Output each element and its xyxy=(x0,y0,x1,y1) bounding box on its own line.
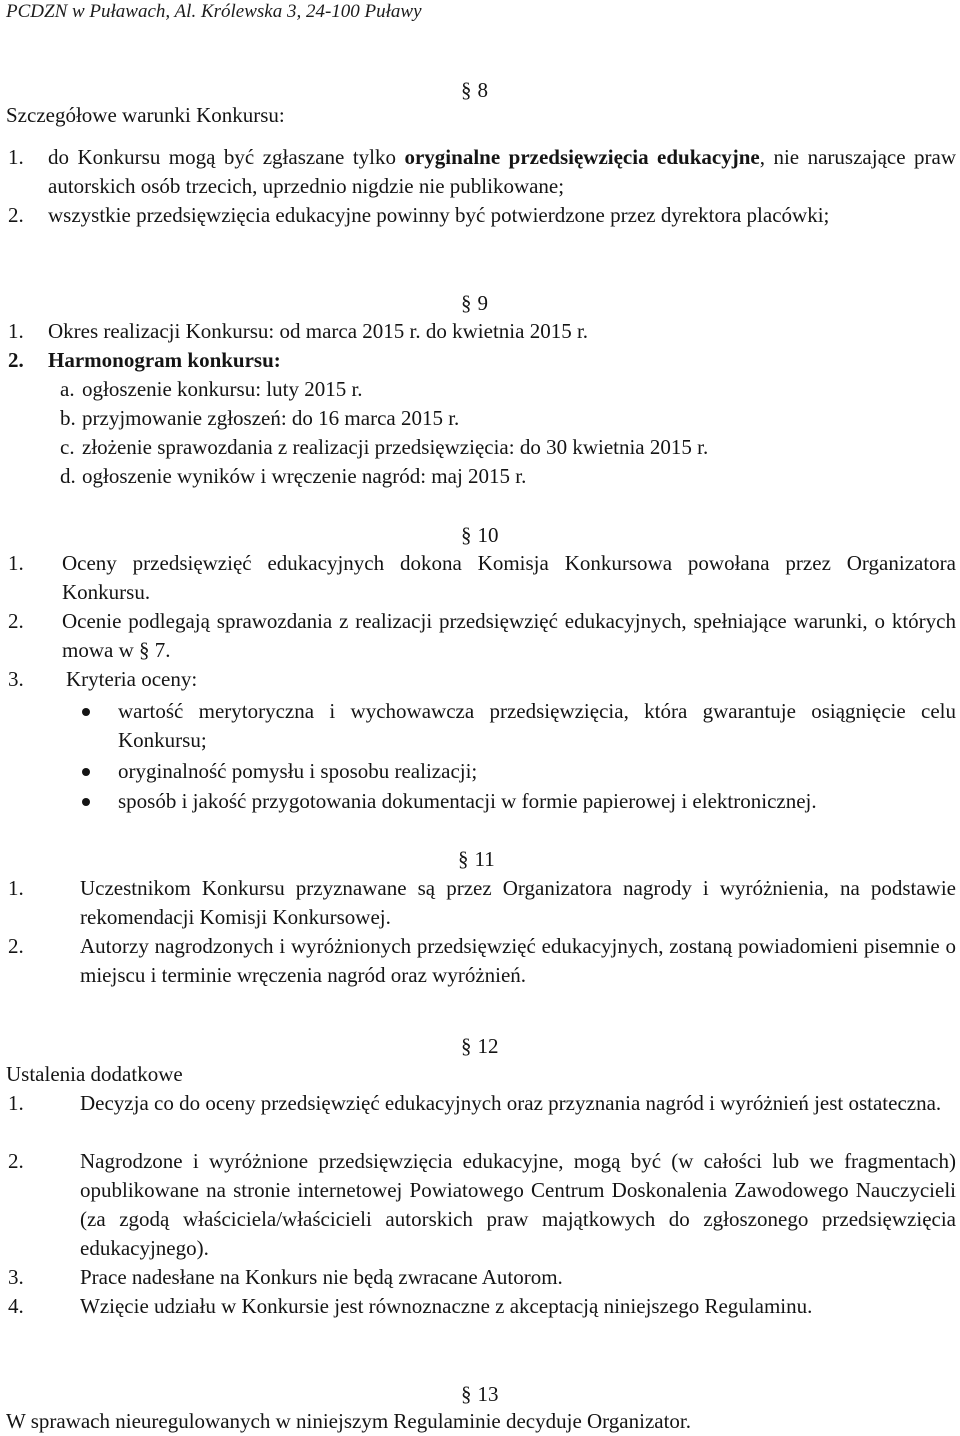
sub-item-letter: b. xyxy=(60,406,76,430)
item-text: Prace nadesłane na Konkurs nie będą zwracane Autorom. xyxy=(80,1265,563,1289)
item-text: Kryteria oceny: xyxy=(66,667,198,691)
section-13-text: W sprawach nieuregulowanych w niniejszym Regulaminie decyduje Organizator. xyxy=(6,1409,692,1433)
section-8-title xyxy=(461,76,488,105)
section-number: 9 xyxy=(477,291,488,315)
item-number: 2. xyxy=(8,609,24,633)
item-number: 2. xyxy=(8,348,24,372)
list-item xyxy=(8,201,956,259)
item-number: 2. xyxy=(8,1149,24,1173)
item-text xyxy=(48,143,956,201)
sub-item-letter: d. xyxy=(60,464,76,488)
bullet-icon xyxy=(82,708,90,716)
item-text-bold: oryginalne przedsięwzięcia edukacyjne xyxy=(404,145,760,169)
bullet-text: sposób i jakość przygotowania dokumentacji w formie papierowej i elektronicznej. xyxy=(118,789,817,813)
item-number: 1. xyxy=(8,145,24,169)
list-item xyxy=(8,317,956,346)
list-item xyxy=(8,665,956,694)
section-number: 8 xyxy=(477,78,488,102)
list-item xyxy=(8,1147,956,1263)
list-item xyxy=(8,1089,956,1147)
section-number: 10 xyxy=(477,523,499,547)
sub-item-text: ogłoszenie konkursu: luty 2015 r. xyxy=(82,377,363,401)
item-text-end: , nie naruszające praw autorskich osób trzecich, uprzednio nigdzie nie publikowane; xyxy=(48,145,956,198)
list-item xyxy=(8,143,956,201)
section-13-title xyxy=(461,1380,499,1409)
sub-item xyxy=(60,462,526,491)
section-9-title xyxy=(461,289,488,318)
bullet-item xyxy=(82,697,956,755)
item-text: Oceny przedsięwzięć edukacyjnych dokona Komisja Konkursowa powołana przez Organizatora Konkursu. xyxy=(62,551,956,604)
item-text: Nagrodzone i wyróżnione przedsięwzięcia edukacyjne, mogą być (w całości lub we fragmentach) opublikowane na stronie internetowej Powiatowego Centrum Doskonalenia Zawodowego Nauczycieli (za zgodą właściciela/właścicieli autorskich praw majątkowych do zgłoszonego przedsięwzięcia edukacyjnego). xyxy=(80,1149,956,1260)
list-item xyxy=(8,346,956,375)
section-symbol: § xyxy=(461,1034,472,1058)
bullet-icon xyxy=(82,768,90,776)
section-symbol: § xyxy=(458,847,469,871)
item-number: 3. xyxy=(8,667,24,691)
sub-item-letter: c. xyxy=(60,435,75,459)
bullet-text: wartość merytoryczna i wychowawcza przedsięwzięcia, która gwarantuje osiągnięcie celu Konkursu; xyxy=(118,699,956,752)
list-item xyxy=(8,1292,956,1350)
list-item xyxy=(8,874,956,932)
section-12-title xyxy=(461,1032,499,1061)
sub-item xyxy=(60,375,363,404)
section-10-title xyxy=(461,521,499,550)
item-number: 1. xyxy=(8,319,24,343)
sub-item-letter: a. xyxy=(60,377,75,401)
list-item xyxy=(8,607,956,665)
list-item xyxy=(8,549,956,607)
section-12-heading: Ustalenia dodatkowe xyxy=(6,1062,183,1086)
item-number: 2. xyxy=(8,203,24,227)
item-number: 3. xyxy=(8,1265,24,1289)
section-symbol: § xyxy=(461,1382,472,1406)
item-text: Harmonogram konkursu: xyxy=(48,348,281,372)
item-text: Wzięcie udziału w Konkursie jest równoznaczne z akceptacją niniejszego Regulaminu. xyxy=(80,1294,813,1318)
sub-item-text: złożenie sprawozdania z realizacji przedsięwzięcia: do 30 kwietnia 2015 r. xyxy=(82,435,709,459)
item-text: wszystkie przedsięwzięcia edukacyjne powinny być potwierdzone przez dyrektora placówki; xyxy=(48,203,830,227)
list-item xyxy=(8,1263,956,1292)
bullet-item xyxy=(82,787,956,816)
section-11-title xyxy=(458,845,495,874)
bullet-item xyxy=(82,757,956,786)
page-header: PCDZN w Puławach, Al. Królewska 3, 24-100 Puławy xyxy=(6,1,422,22)
section-symbol: § xyxy=(461,78,472,102)
item-text: Decyzja co do oceny przedsięwzięć edukacyjnych oraz przyznania nagród i wyróżnień jest ostateczna. xyxy=(80,1091,942,1115)
section-8-heading: Szczegółowe warunki Konkursu: xyxy=(6,103,285,127)
item-number: 2. xyxy=(8,934,24,958)
item-number: 4. xyxy=(8,1294,24,1318)
section-number: 13 xyxy=(477,1382,499,1406)
sub-item xyxy=(60,404,459,433)
item-text: Autorzy nagrodzonych i wyróżnionych przedsięwzięć edukacyjnych, zostaną powiadomieni pisemnie o miejscu i terminie wręczenia nagród oraz wyróżnień. xyxy=(80,934,956,987)
item-number: 1. xyxy=(8,1091,24,1115)
sub-item xyxy=(60,433,708,462)
item-text: Uczestnikom Konkursu przyznawane są przez Organizatora nagrody i wyróżnienia, na podstawie rekomendacji Komisji Konkursowej. xyxy=(80,876,956,929)
sub-item-text: przyjmowanie zgłoszeń: do 16 marca 2015 r. xyxy=(82,406,460,430)
sub-item-text: ogłoszenie wyników i wręczenie nagród: maj 2015 r. xyxy=(82,464,527,488)
section-symbol: § xyxy=(461,291,472,315)
section-symbol: § xyxy=(461,523,472,547)
item-text: Ocenie podlegają sprawozdania z realizacji przedsięwzięć edukacyjnych, spełniające warunki, o których mowa w § 7. xyxy=(62,609,956,662)
list-item xyxy=(8,932,956,990)
item-text: Okres realizacji Konkursu: od marca 2015 r. do kwietnia 2015 r. xyxy=(48,319,589,343)
bullet-text: oryginalność pomysłu i sposobu realizacji; xyxy=(118,759,478,783)
section-number: 12 xyxy=(477,1034,499,1058)
section-number: 11 xyxy=(474,847,495,871)
bullet-icon xyxy=(82,798,90,806)
item-number: 1. xyxy=(8,551,24,575)
item-text-start: do Konkursu mogą być zgłaszane tylko xyxy=(48,145,405,169)
item-number: 1. xyxy=(8,876,24,900)
